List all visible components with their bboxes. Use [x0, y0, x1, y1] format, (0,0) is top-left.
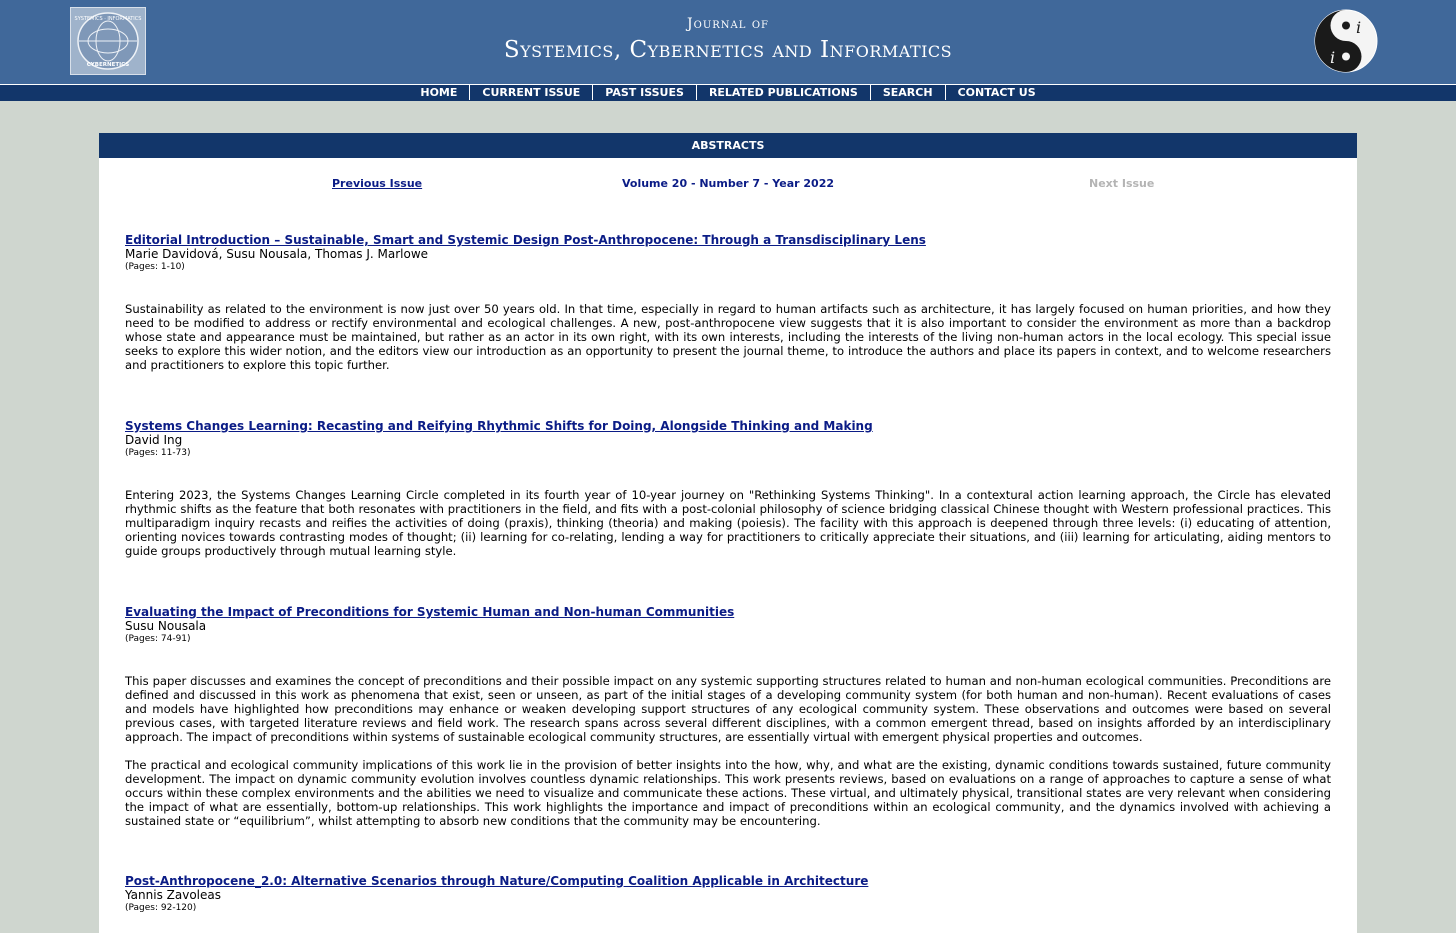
nav-contact-us[interactable]: CONTACT US — [957, 86, 1036, 99]
article-abstract — [125, 302, 1331, 372]
article-list — [125, 233, 1331, 914]
abstract-paragraph: This paper discusses and examines the concept of preconditions and their possible impact on any systemic supporting structures related to human and non-human ecological communities. Preconditions are defined and discussed in this work as phenomena that exist, seen or unseen, as part of the initial stages of a developing community system (for both human and non-human). Recent evaluations of cases and models have highlighted how preconditions may enhance or weaken developing support structures of any ecological community system. These observations and outcomes were based on several previous cases, with targeted literature reviews and field work. The research spans across several different disciplines, with a common emergent thread, based on insights afforded by an interdisciplinary approach. The impact of preconditions within systems of sustainable ecological community structures, are essentially virtual with emergent physical properties and outcomes. — [125, 674, 1331, 744]
abstracts-panel — [99, 133, 1357, 933]
article-pages: (Pages: 92-120) — [125, 903, 197, 913]
article-abstract — [125, 674, 1331, 828]
article-authors: David Ing — [125, 433, 183, 447]
site-header — [0, 0, 1456, 84]
article-title-link[interactable]: Post-Anthropocene_2.0: Alternative Scenarios through Nature/Computing Coalition Applicable in Architecture — [125, 874, 869, 888]
article-authors: Marie Davidová, Susu Nousala, Thomas J. Marlowe — [125, 247, 429, 261]
article-item — [125, 874, 1331, 914]
article-authors: Susu Nousala — [125, 619, 207, 633]
nav-home[interactable]: HOME — [408, 85, 470, 100]
next-issue-link: Next Issue — [1089, 177, 1155, 190]
nav-search[interactable]: SEARCH — [871, 85, 946, 100]
article-item — [125, 233, 1331, 419]
article-title-link[interactable]: Evaluating the Impact of Preconditions for Systemic Human and Non-human Communities — [125, 605, 735, 619]
article-abstract — [125, 488, 1331, 558]
article-authors: Yannis Zavoleas — [125, 888, 221, 902]
nav-current-issue[interactable]: CURRENT ISSUE — [470, 85, 593, 100]
previous-issue-link[interactable]: Previous Issue — [332, 177, 423, 190]
abstract-paragraph: Sustainability as related to the environment is now just over 50 years old. In that time, especially in regard to human artifacts such as architecture, it has largely focused on human priorities, and how they need to be modified to address or rectify environmental and ecological challenges. A new, post-anthropocene view suggests that it is also important to consider the environment as more than a backdrop whose state and appearance must be maintained, but rather as an actor in its own right, with its own interests, including the interests of the living non-human actors in the local ecology. This special issue seeks to explore this wider notion, and the editors view our introduction as an opportunity to present the journal theme, to introduce the authors and place its papers in context, and to welcome researchers and practitioners to explore this topic further. — [125, 302, 1331, 372]
yin-yang-logo[interactable] — [1312, 9, 1380, 73]
article-title-link[interactable]: Systems Changes Learning: Recasting and Reifying Rhythmic Shifts for Doing, Alongside Thinking and Making — [125, 419, 873, 433]
nav-related-publications[interactable]: RELATED PUBLICATIONS — [697, 85, 871, 100]
article-pages: (Pages: 11-73) — [125, 448, 191, 458]
abstract-paragraph: Entering 2023, the Systems Changes Learning Circle completed in its fourth year of 10-year journey on "Rethinking Systems Thinking". In a contextural action learning approach, the Circle has elevated rhythmic shifts as the feature that both resonates with practitioners in the field, and fits with a post-colonial philosophy of science bridging classical Chinese thought with Western professional practices. This multiparadigm inquiry recasts and reifies the activities of doing (praxis), thinking (theoria) and making (poiesis). The facility with this approach is deepened through three levels: (i) educating of attention, orienting novices towards contrasting modes of thought; (ii) learning for co-relating, lending a way for practitioners to critically appreciate their situations, and (iii) learning for articulating, aiding mentors to guide groups productively through mutual learning style. — [125, 488, 1331, 558]
nav-past-issues[interactable]: PAST ISSUES — [593, 85, 697, 100]
abstract-paragraph: The practical and ecological community implications of this work lie in the provision of better insights into the how, why, and what are the existing, dynamic conditions towards sustained, future community development. The impact on dynamic community evolution involves countless dynamic relationships. This work presents reviews, based on evaluations on a range of approaches to capture a sense of what occurs within these complex environments and the abilities we need to visualize and communicate these actions. These virtual, and ultimately physical, transitional states are very relevant when considering the impact of what are essentially, bottom-up relationships. This work highlights the importance and impact of preconditions within an ecological community, and the dynamics involved with achieving a sustained state or “equilibrium”, whilst attempting to absorb new conditions that the community may be encountering. — [125, 758, 1331, 828]
logo-letter-top: i — [1356, 18, 1362, 37]
issue-navigation — [99, 158, 1357, 208]
article-pages: (Pages: 74-91) — [125, 634, 191, 644]
article-title-link[interactable]: Editorial Introduction – Sustainable, Smart and Systemic Design Post-Anthropocene: Through a Transdisciplinary Lens — [125, 233, 926, 247]
volume-info: Volume 20 - Number 7 - Year 2022 — [621, 177, 835, 190]
journal-title-line2: Systemics, Cybernetics and Informatics — [503, 37, 953, 63]
article-item — [125, 419, 1331, 605]
abstracts-heading: ABSTRACTS — [99, 133, 1357, 158]
article-pages: (Pages: 1-10) — [125, 262, 185, 272]
journal-title-line1: Journal of — [687, 16, 769, 32]
logo-text-top: SYSTEMICS · INFORMATICS — [74, 16, 142, 22]
article-item — [125, 605, 1331, 874]
main-nav — [0, 84, 1456, 101]
journal-title — [0, 14, 1456, 66]
logo-letter-bottom: i — [1330, 48, 1336, 67]
logo-text-bottom: CYBERNETICS — [86, 62, 130, 68]
